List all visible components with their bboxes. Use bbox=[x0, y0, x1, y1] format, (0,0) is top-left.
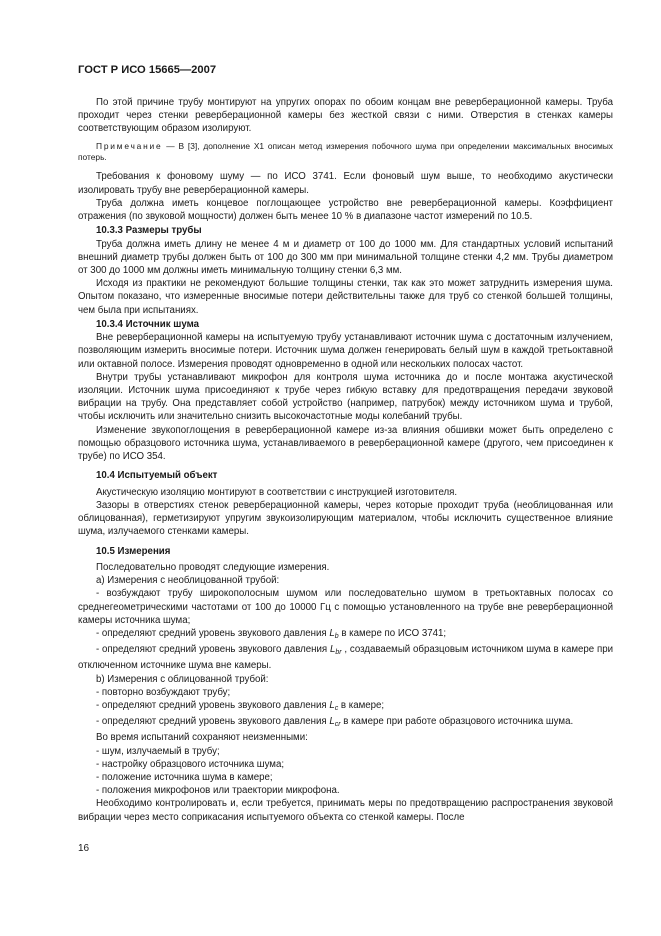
note bbox=[78, 141, 613, 164]
list-item: - положения микрофонов или траектории микрофона. bbox=[96, 785, 340, 797]
paragraph: По этой причине трубу монтируют на упругих опорах по обоим концам вне реверберационной камеры. Труба проходит через стенки реверберационной камеры без жесткой связи с ними. Отверстия в стенках камеры соответствующим образом изолируют. bbox=[78, 97, 613, 135]
list-item: - определяют средний уровень звукового давления $L_b$ в камере по ИСО 3741; bbox=[96, 627, 447, 640]
paragraph: Во время испытаний сохраняют неизменными: bbox=[96, 732, 308, 744]
paragraph: Изменение звукопоглощения в реверберационной камере из-за влияния обшивки может быть определено с помощью образцового источника шума, устанавливаемого в реверберационной камере (другого, чем присоединен к трубе) по ИСО 354. bbox=[78, 424, 613, 463]
list-item: - повторно возбуждают трубу; bbox=[96, 686, 231, 698]
list-item: - шум, излучаемый в трубу; bbox=[96, 745, 220, 757]
paragraph: Труба должна иметь концевое поглощающее устройство вне реверберационной камеры. Коэффициент отражения (по звуковой мощности) должен быть менее 10 % в диапазоне частот измерений по 10.5. bbox=[78, 197, 613, 223]
paragraph: Зазоры в отверстиях стенок реверберационной камеры, через которые проходит труба (необлицованная или облицованная), герметизируют упругим звукоизолирующим материалом, чтобы исключить существенное влияние шума, излучаемого стенками камеры. bbox=[78, 499, 613, 538]
paragraph: Внутри трубы устанавливают микрофон для контроля шума источника до и после монтажа акустической изоляции. Источник шума присоединяют к трубе через гибкую вставку для предотвращения передачи звуковой вибрации на трубу. Она представляет собой устройство (например, патрубок) между источником шума и трубой, чтобы исключить или значительно снизить высокочастотные моды колебаний трубы. bbox=[78, 371, 613, 423]
section-heading-10-3-4: 10.3.4 Источник шума bbox=[96, 318, 199, 330]
document-page bbox=[78, 64, 613, 824]
standard-header: ГОСТ Р ИСО 15665—2007 bbox=[78, 64, 217, 76]
paragraph: Труба должна иметь длину не менее 4 м и диаметр от 100 до 1000 мм. Для стандартных условий испытаний внешний диаметр трубы должен быть от 100 до 300 мм при минимальной толщине стенки 4,2 мм. Трубы диаметром от 300 до 1000 мм должны иметь минимальную толщину стенки 6,3 мм. bbox=[78, 238, 613, 277]
paragraph: Вне реверберационной камеры на испытуемую трубу устанавливают источник шума с достаточным излучением, позволяющим измерить вносимые потери. Источник шума должен генерировать белый шум в каждой третьоктавной или октавной полосе. Измерения проводят одновременно в одной или нескольких полосах частот. bbox=[78, 332, 613, 370]
list-label: а) Измерения с необлицованной трубой: bbox=[96, 575, 280, 587]
list-item: - определяют средний уровень звукового давления $L_{cr}$ в камере при работе образцового источника шума. bbox=[96, 716, 574, 729]
page-number: 16 bbox=[78, 843, 90, 854]
section-heading-10-3-3: 10.3.3 Размеры трубы bbox=[96, 225, 202, 237]
note-text: — В [3], дополнение Х1 описан метод измерения побочного шума при определении максимальных вносимых потерь. bbox=[78, 140, 613, 163]
section-heading-10-5: 10.5 Измерения bbox=[96, 545, 171, 557]
paragraph: Исходя из практики не рекомендуют большие толщины стенки, так как это может затруднить измерения шума. Опытом показано, что измеренные вносимые потери действительны также для труб со стенкой большей толщины, чем была при испытаниях. bbox=[78, 278, 613, 316]
paragraph: Необходимо контролировать и, если требуется, принимать меры по предотвращению распространения звуковой вибрации через место соприкасания испытуемого объекта со стенкой камеры. После bbox=[78, 798, 613, 823]
list-item: - определяют средний уровень звукового давления $L_{br}$ , создаваемый образцовым источником шума в камере при отключенном источнике шума вне камеры. bbox=[78, 644, 613, 672]
paragraph: Требования к фоновому шуму — по ИСО 3741. Если фоновый шум выше, то необходимо акустически изолировать трубу вне реверберационной камеры. bbox=[78, 171, 613, 196]
list-item: - положение источника шума в камере; bbox=[96, 771, 273, 783]
paragraph: Последовательно проводят следующие измерения. bbox=[96, 561, 330, 573]
list-label: b) Измерения с облицованной трубой: bbox=[96, 673, 269, 685]
list-item: - возбуждают трубу широкополосным шумом или последовательно шумом в третьоктавных полосах со среднегеометрическими частотами от 100 до 10000 Гц с помощью установленного на трубе вне реверберационной камеры источника шума; bbox=[78, 588, 613, 626]
list-item: - определяют средний уровень звукового давления $L_c$ в камере; bbox=[96, 699, 385, 712]
list-item: - настройку образцового источника шума; bbox=[96, 758, 285, 770]
note-label: Примечание bbox=[96, 140, 163, 151]
section-heading-10-4: 10.4 Испытуемый объект bbox=[96, 470, 218, 482]
paragraph: Акустическую изоляцию монтируют в соответствии с инструкцией изготовителя. bbox=[96, 486, 458, 498]
